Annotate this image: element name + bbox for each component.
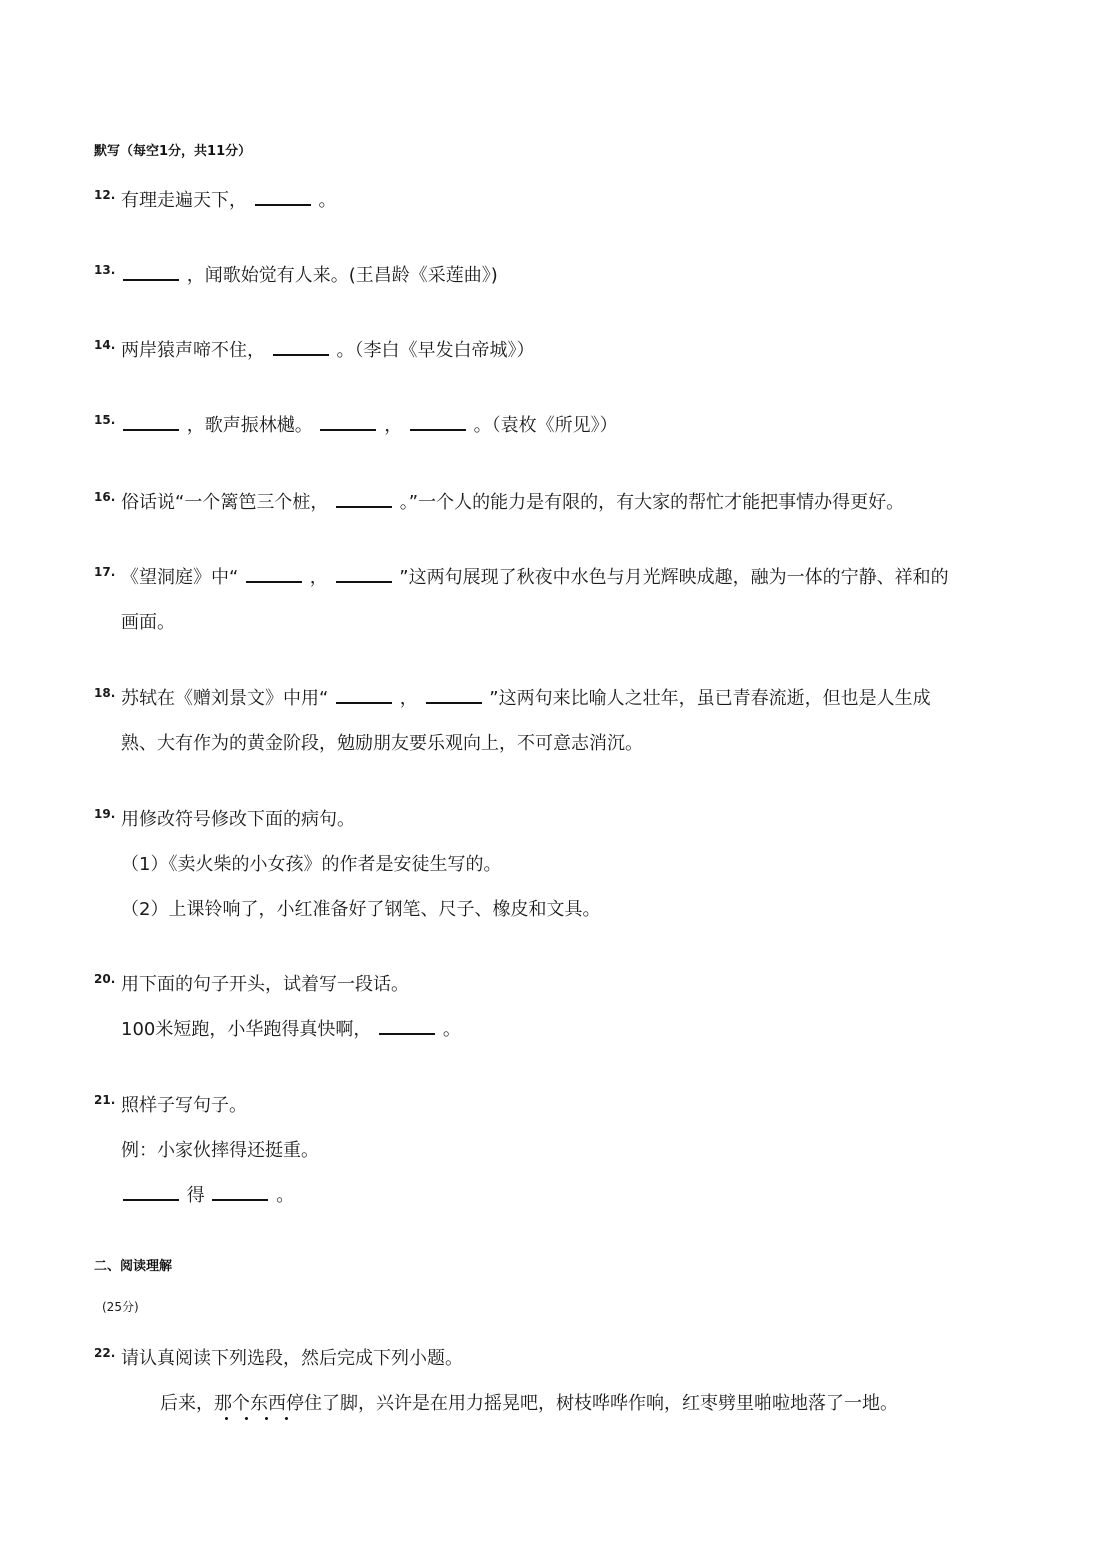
emphasis-dot	[285, 1417, 288, 1420]
question-text: 。”一个人的能力是有限的，有大家的帮忙才能把事情办得更好。	[399, 492, 905, 513]
question-text-continued: 熟、大有作为的黄金阶段，勉励朋友要乐观向上，不可意志消沉。	[121, 733, 643, 754]
example-sentence: 例：小家伙摔得还挺重。	[121, 1140, 319, 1161]
question-text: ，歌声振林樾。	[186, 415, 313, 436]
question-number: 15.	[94, 413, 116, 427]
question-number: 12.	[94, 188, 116, 202]
fill-blank[interactable]	[336, 491, 392, 508]
fill-blank[interactable]	[320, 414, 376, 431]
fill-blank[interactable]	[123, 264, 179, 281]
emphasis-dot	[265, 1417, 268, 1420]
section-score: (25分)	[102, 1300, 139, 1314]
question-text-continued: 画面。	[121, 612, 175, 633]
question-number: 20.	[94, 972, 116, 986]
question-text: 。（袁枚《所见》）	[473, 415, 618, 436]
question-number: 13.	[94, 263, 116, 277]
fill-blank[interactable]	[336, 687, 392, 704]
question-text: 得	[186, 1185, 205, 1206]
question-text: 用修改符号修改下面的病句。	[121, 809, 355, 830]
question-text: 照样子写句子。	[121, 1095, 247, 1116]
sub-question-2: （2）上课铃响了，小红准备好了钢笔、尺子、橡皮和文具。	[121, 899, 601, 920]
question-text: 有理走遍天下，	[121, 190, 247, 211]
fill-blank[interactable]	[123, 414, 179, 431]
question-number: 17.	[94, 565, 116, 579]
fill-blank[interactable]	[410, 414, 466, 431]
question-text: ”这两句展现了秋夜中水色与月光辉映成趣，融为一体的宁静、祥和的	[399, 567, 949, 588]
emphasis-dot	[225, 1417, 228, 1420]
question-text: 100米短跑，小华跑得真快啊，	[121, 1019, 372, 1040]
question-text: ，	[399, 688, 418, 709]
fill-blank[interactable]	[123, 1184, 179, 1201]
question-text: 用下面的句子开头，试着写一段话。	[121, 974, 409, 995]
question-text: 。（李白《早发白帝城》）	[336, 340, 535, 361]
reading-passage: 后来，那个东西停住了脚，兴许是在用力摇晃吧，树枝哗哗作响，红枣劈里啪啦地落了一地。	[160, 1393, 898, 1414]
question-text: 。	[318, 190, 337, 211]
fill-blank[interactable]	[246, 566, 302, 583]
question-number: 22.	[94, 1346, 116, 1360]
question-number: 19.	[94, 807, 116, 821]
fill-blank[interactable]	[212, 1184, 268, 1201]
question-number: 21.	[94, 1093, 116, 1107]
question-number: 14.	[94, 338, 116, 352]
sub-question-1: （1）《卖火柴的小女孩》的作者是安徒生写的。	[121, 854, 502, 875]
fill-blank[interactable]	[336, 566, 392, 583]
question-text: 请认真阅读下列选段，然后完成下列小题。	[121, 1348, 463, 1369]
fill-blank[interactable]	[426, 687, 482, 704]
question-number: 16.	[94, 490, 116, 504]
question-text: 。	[442, 1019, 461, 1040]
question-text: 苏轼在《赠刘景文》中用“	[121, 688, 329, 709]
question-text: ”这两句来比喻人之壮年，虽已青春流逝，但也是人生成	[489, 688, 931, 709]
question-text: ，	[384, 415, 403, 436]
question-text: 俗话说“一个篱笆三个桩，	[121, 492, 329, 513]
question-text: ，闻歌始觉有人来。(王昌龄《采莲曲》)	[186, 265, 498, 286]
emphasis-dot	[245, 1417, 248, 1420]
section-title-reading: 二、阅读理解	[94, 1259, 173, 1274]
question-number: 18.	[94, 686, 116, 700]
fill-blank[interactable]	[273, 339, 329, 356]
fill-blank[interactable]	[379, 1018, 435, 1035]
section-title-dictation: 默写（每空1分，共11分）	[94, 144, 252, 159]
fill-blank[interactable]	[255, 189, 311, 206]
question-text: ，	[309, 567, 328, 588]
question-text: 两岸猿声啼不住，	[121, 340, 265, 361]
question-text: 《望洞庭》中“	[121, 567, 239, 588]
question-text: 。	[276, 1185, 295, 1206]
